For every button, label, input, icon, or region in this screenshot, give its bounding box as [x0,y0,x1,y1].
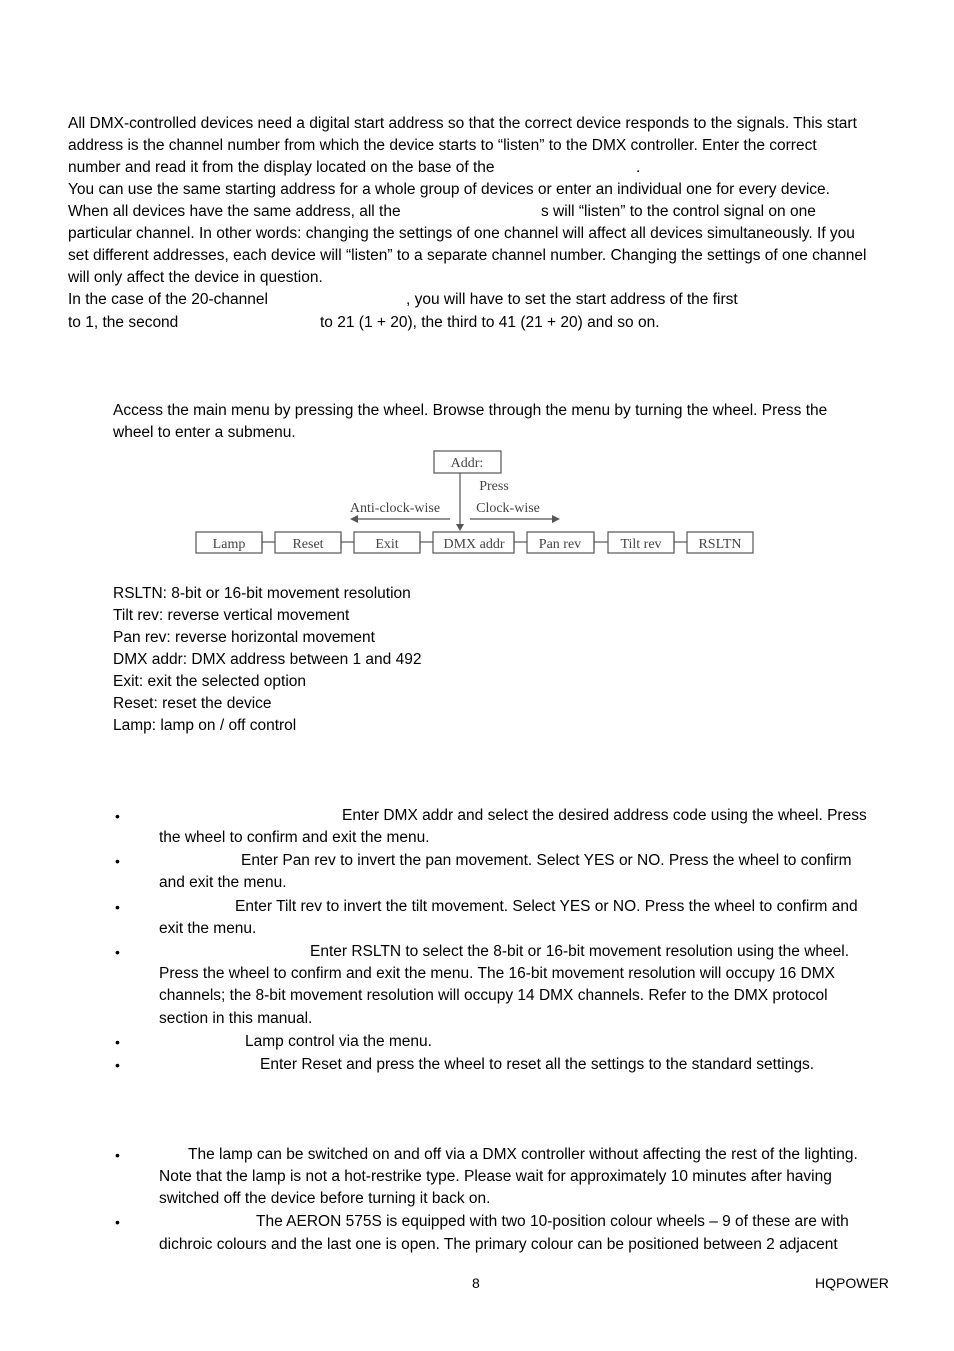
definition-item: RSLTN: 8-bit or 16-bit movement resolution [113,585,411,602]
footer-brand: HQPOWER [815,1275,889,1291]
addr-label: Addr: [450,456,484,471]
intro-line: . [636,159,641,176]
intro-line: , you will have to set the start address of the first [406,291,738,308]
settings-line: exit the menu. [159,920,257,937]
intro-line: to 1, the second [68,314,179,331]
bullet-icon: • [115,899,120,915]
intro-line: number and read it from the display located on the base of the [68,159,495,176]
intro-line: s will “listen” to the control signal on one [541,203,816,220]
intro-line: All DMX-controlled devices need a digital start address so that the correct device responds to the signals. This start [68,115,857,132]
reset-label: Reset [292,537,324,552]
settings-line: the wheel to confirm and exit the menu. [159,829,430,846]
intro-line: You can use the same starting address for a whole group of devices or enter an individual one for every device. [68,181,830,198]
feature-line: switched off the device before turning it back on. [159,1190,491,1207]
settings-line: and exit the menu. [159,874,287,891]
definition-item: Lamp: lamp on / off control [113,717,297,734]
page-number: 8 [472,1275,480,1291]
feature-line: Note that the lamp is not a hot-restrike type. Please wait for approximately 10 minutes after having [159,1168,832,1185]
definition-item: Pan rev: reverse horizontal movement [113,629,375,646]
intro-line: In the case of the 20-channel [68,291,268,308]
feature-line: dichroic colours and the last one is open. The primary colour can be positioned between 2 adjacent [159,1236,838,1253]
rsltn-label: RSLTN [698,537,742,552]
feature-line: The AERON 575S is equipped with two 10-position colour wheels – 9 of these are with [256,1213,849,1230]
bullet-icon: • [115,808,120,824]
press-label: Press [479,479,509,494]
intro-line: set different addresses, each device will “listen” to a separate channel number. Changing the settings of one channel [68,247,867,264]
bullet-icon: • [115,1147,120,1163]
menu-intro-line: wheel to enter a submenu. [113,424,296,441]
settings-line: Lamp control via the menu. [245,1033,432,1050]
settings-line: Press the wheel to confirm and exit the menu. The 16-bit movement resolution will occupy 16 DMX [159,965,836,982]
bullet-icon: • [115,853,120,869]
settings-line: Enter Pan rev to invert the pan movement. Select YES or NO. Press the wheel to confirm [241,852,852,869]
intro-line: to 21 (1 + 20), the third to 41 (21 + 20) and so on. [320,314,660,331]
exit-label: Exit [375,537,399,552]
clockwise-label: Clock-wise [476,501,540,516]
intro-line: When all devices have the same address, all the [68,203,401,220]
definition-item: Exit: exit the selected option [113,673,307,690]
intro-line: address is the channel number from which the device starts to “listen” to the DMX controller. Enter the correct [68,137,817,154]
settings-line: section in this manual. [159,1010,313,1027]
bullet-icon: • [115,1034,120,1050]
lamp-label: Lamp [212,537,246,552]
menu-diagram [190,448,760,558]
definition-item: Tilt rev: reverse vertical movement [113,607,350,624]
bullet-icon: • [115,1214,120,1230]
pan-rev-label: Pan rev [538,537,582,552]
settings-line: Enter Reset and press the wheel to reset all the settings to the standard settings. [260,1056,815,1073]
bullet-icon: • [115,1057,120,1073]
definition-item: Reset: reset the device [113,695,272,712]
settings-line: Enter Tilt rev to invert the tilt movement. Select YES or NO. Press the wheel to confirm and [235,898,858,915]
anticlockwise-label: Anti-clock-wise [349,501,441,516]
definition-item: DMX addr: DMX address between 1 and 492 [113,651,422,668]
dmx-addr-label: DMX addr [443,537,505,552]
tilt-rev-label: Tilt rev [620,537,662,552]
settings-line: Enter RSLTN to select the 8-bit or 16-bit movement resolution using the wheel. [310,943,850,960]
settings-line: Enter DMX addr and select the desired address code using the wheel. Press [342,807,867,824]
intro-line: particular channel. In other words: changing the settings of one channel will affect all devices simultaneously. If you [68,225,855,242]
intro-line: will only affect the device in question. [68,269,323,286]
menu-intro-line: Access the main menu by pressing the wheel. Browse through the menu by turning the wheel. Press the [113,402,828,419]
bullet-icon: • [115,944,120,960]
settings-line: channels; the 8-bit movement resolution will occupy 14 DMX channels. Refer to the DMX protocol [159,987,828,1004]
feature-line: The lamp can be switched on and off via a DMX controller without affecting the rest of the lighting. [188,1146,858,1163]
